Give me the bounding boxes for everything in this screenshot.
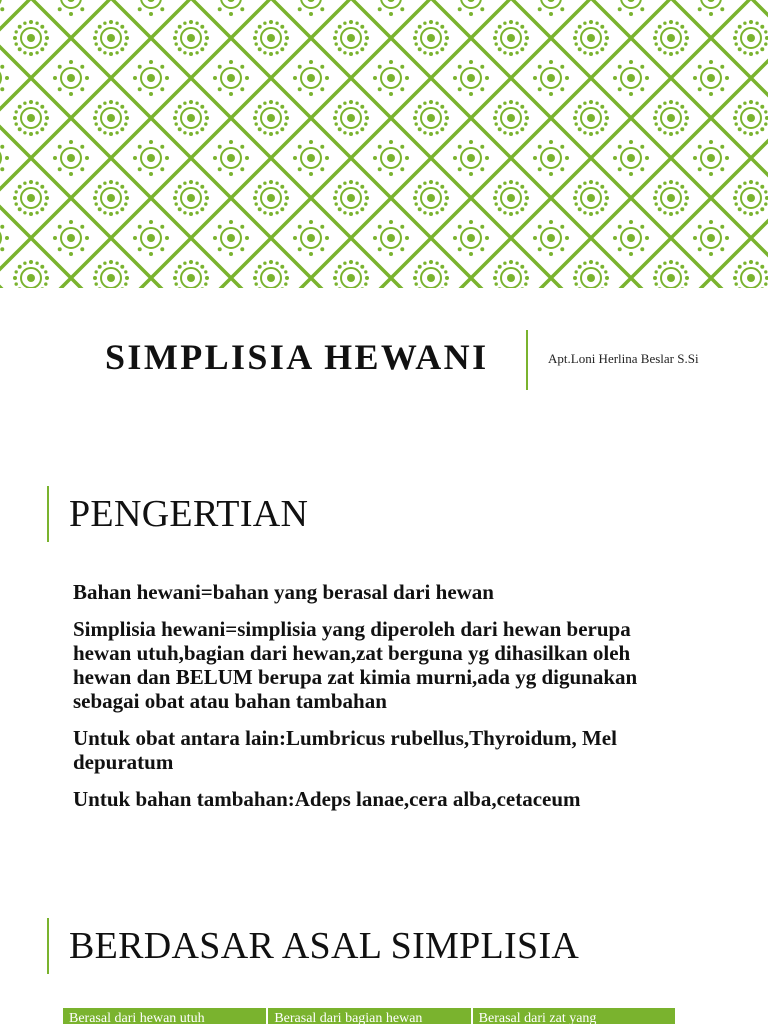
origin-table-container [63, 1008, 677, 1024]
definition-item: Bahan hewani=bahan yang berasal dari hewan [73, 580, 494, 604]
definition-heading: PENGERTIAN [69, 493, 309, 535]
title-slide [0, 288, 768, 438]
circle-lattice-pattern [0, 0, 768, 288]
origin-table [63, 1008, 677, 1024]
table-header-cell: Berasal dari bagian hewan [267, 1008, 471, 1024]
table-header-cell: Berasal dari zat yang [472, 1008, 676, 1024]
origin-heading: BERDASAR ASAL SIMPLISIA [69, 925, 580, 967]
definition-list [73, 580, 693, 824]
presentation-title: SIMPLISIA HEWANI [105, 337, 489, 377]
table-header-row [63, 1008, 676, 1024]
title-divider [526, 330, 528, 390]
definition-item: Simplisia hewani=simplisia yang diperoleh dari hewan berupa hewan utuh,bagian dari hewan,zat berguna yg dihasilkan oleh hewan dan BELUM berupa zat kimia murni,ada yg digunakan sebagai obat atau bahan tambahan [73, 617, 638, 713]
section-accent-bar [47, 918, 49, 974]
decorative-pattern-band [0, 0, 768, 288]
author-name: Apt.Loni Herlina Beslar S.Si [548, 351, 699, 366]
table-header-cell: Berasal dari hewan utuh [63, 1008, 267, 1024]
definition-item: Untuk obat antara lain:Lumbricus rubellus,Thyroidum, Mel depuratum [73, 726, 617, 774]
section-accent-bar [47, 486, 49, 542]
definition-item: Untuk bahan tambahan:Adeps lanae,cera alba,cetaceum [73, 787, 581, 811]
